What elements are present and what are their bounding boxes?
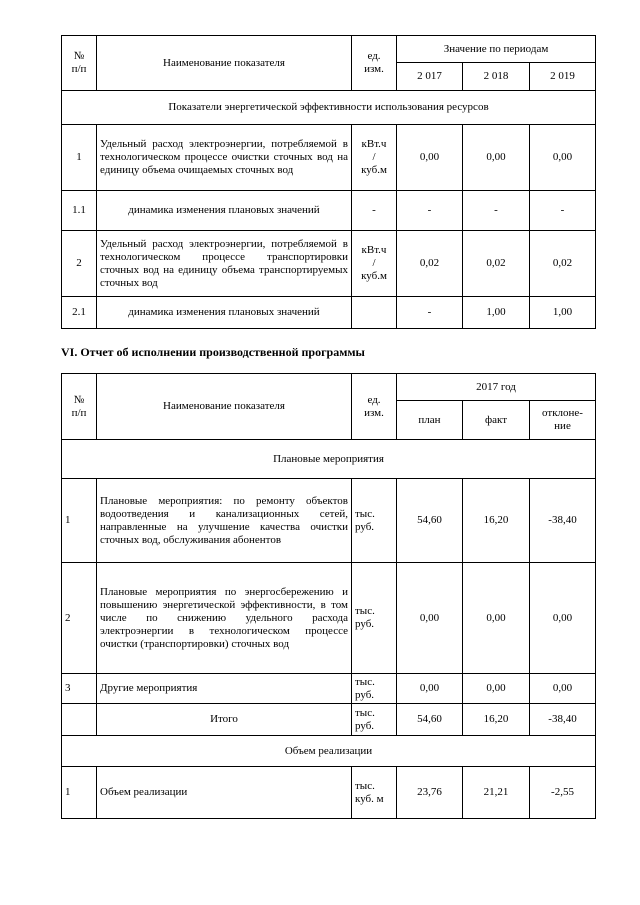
header-year: 2 017: [397, 63, 463, 91]
row-value: 23,76: [397, 767, 463, 819]
production-program-table: [61, 373, 596, 819]
header-year: 2017 год: [397, 374, 596, 401]
section-heading: VI. Отчет об исполнении производственной программы: [61, 345, 365, 359]
row-unit: тыс. руб.: [352, 704, 397, 736]
row-unit: кВт.ч / куб.м: [352, 125, 397, 191]
row-value: 0,00: [397, 563, 463, 674]
row-value: 16,20: [463, 479, 530, 563]
row-num: 1: [62, 125, 97, 191]
row-num: 2: [62, 563, 97, 674]
table-row: [62, 125, 596, 191]
row-value: 0,00: [530, 674, 596, 704]
row-value: 1,00: [530, 297, 596, 329]
row-value: 0,00: [397, 674, 463, 704]
header-name: Наименование показателя: [97, 36, 352, 91]
row-name: Объем реализации: [97, 767, 352, 819]
row-value: 0,02: [397, 231, 463, 297]
row-value: 54,60: [397, 479, 463, 563]
header-year: 2 018: [463, 63, 530, 91]
row-unit: кВт.ч / куб.м: [352, 231, 397, 297]
row-name: Итого: [97, 704, 352, 736]
row-name: динамика изменения плановых значений: [97, 297, 352, 329]
row-value: -: [397, 297, 463, 329]
row-value: -: [397, 191, 463, 231]
section-title: Объем реализации: [62, 736, 596, 767]
row-value: 0,02: [530, 231, 596, 297]
row-value: 0,00: [463, 125, 530, 191]
row-value: -38,40: [530, 479, 596, 563]
header-plan: план: [397, 401, 463, 440]
row-num: 2.1: [62, 297, 97, 329]
table-row: [62, 191, 596, 231]
section-title: Плановые мероприятия: [62, 440, 596, 479]
row-name: Плановые мероприятия по энергосбережению и повышению энергетической эффективности, в том числе по снижению удельного расхода электроэнергии в технологическом процессе очистки (транспортировки) сточных вод: [97, 563, 352, 674]
row-num: 1: [62, 767, 97, 819]
row-value: 54,60: [397, 704, 463, 736]
table-row: [62, 767, 596, 819]
row-name: Удельный расход электроэнергии, потребляемой в технологическом процессе очистки сточных вод на единицу объема очищаемых сточных вод: [97, 125, 352, 191]
header-unit: ед. изм.: [352, 374, 397, 440]
header-name: Наименование показателя: [97, 374, 352, 440]
header-deviation: отклоне- ние: [530, 401, 596, 440]
table-row-total: [62, 704, 596, 736]
row-value: 0,00: [463, 674, 530, 704]
row-value: -38,40: [530, 704, 596, 736]
row-value: 16,20: [463, 704, 530, 736]
row-unit: тыс. куб. м: [352, 767, 397, 819]
row-value: 0,00: [530, 125, 596, 191]
header-year: 2 019: [530, 63, 596, 91]
header-num: № п/п: [62, 374, 97, 440]
row-value: 0,00: [530, 563, 596, 674]
table-row: [62, 563, 596, 674]
row-unit: тыс. руб.: [352, 674, 397, 704]
row-unit: [352, 297, 397, 329]
row-num: 1.1: [62, 191, 97, 231]
table-row: [62, 479, 596, 563]
row-name: Другие мероприятия: [97, 674, 352, 704]
section-title: Показатели энергетической эффективности использования ресурсов: [62, 91, 596, 125]
row-value: 1,00: [463, 297, 530, 329]
row-unit: -: [352, 191, 397, 231]
header-num: № п/п: [62, 36, 97, 91]
row-value: 0,00: [397, 125, 463, 191]
header-unit: ед. изм.: [352, 36, 397, 91]
table-row: [62, 231, 596, 297]
row-value: -2,55: [530, 767, 596, 819]
header-periods: Значение по периодам: [397, 36, 596, 63]
row-unit: тыс. руб.: [352, 479, 397, 563]
row-name: Удельный расход электроэнергии, потребляемой в технологическом процессе транспортировки сточных вод на единицу объема транспортируемых сточных вод: [97, 231, 352, 297]
row-num: 2: [62, 231, 97, 297]
row-value: -: [530, 191, 596, 231]
row-unit: тыс. руб.: [352, 563, 397, 674]
row-value: -: [463, 191, 530, 231]
row-value: 0,00: [463, 563, 530, 674]
table-row: [62, 674, 596, 704]
row-name: Плановые мероприятия: по ремонту объектов водоотведения и канализационных сетей, направленные на улучшение качества очистки сточных вод, обслуживания абонентов: [97, 479, 352, 563]
row-name: динамика изменения плановых значений: [97, 191, 352, 231]
row-num: 1: [62, 479, 97, 563]
row-value: 21,21: [463, 767, 530, 819]
row-num: [62, 704, 97, 736]
row-num: 3: [62, 674, 97, 704]
row-value: 0,02: [463, 231, 530, 297]
table-row: [62, 297, 596, 329]
header-fact: факт: [463, 401, 530, 440]
energy-efficiency-table: [61, 35, 596, 329]
